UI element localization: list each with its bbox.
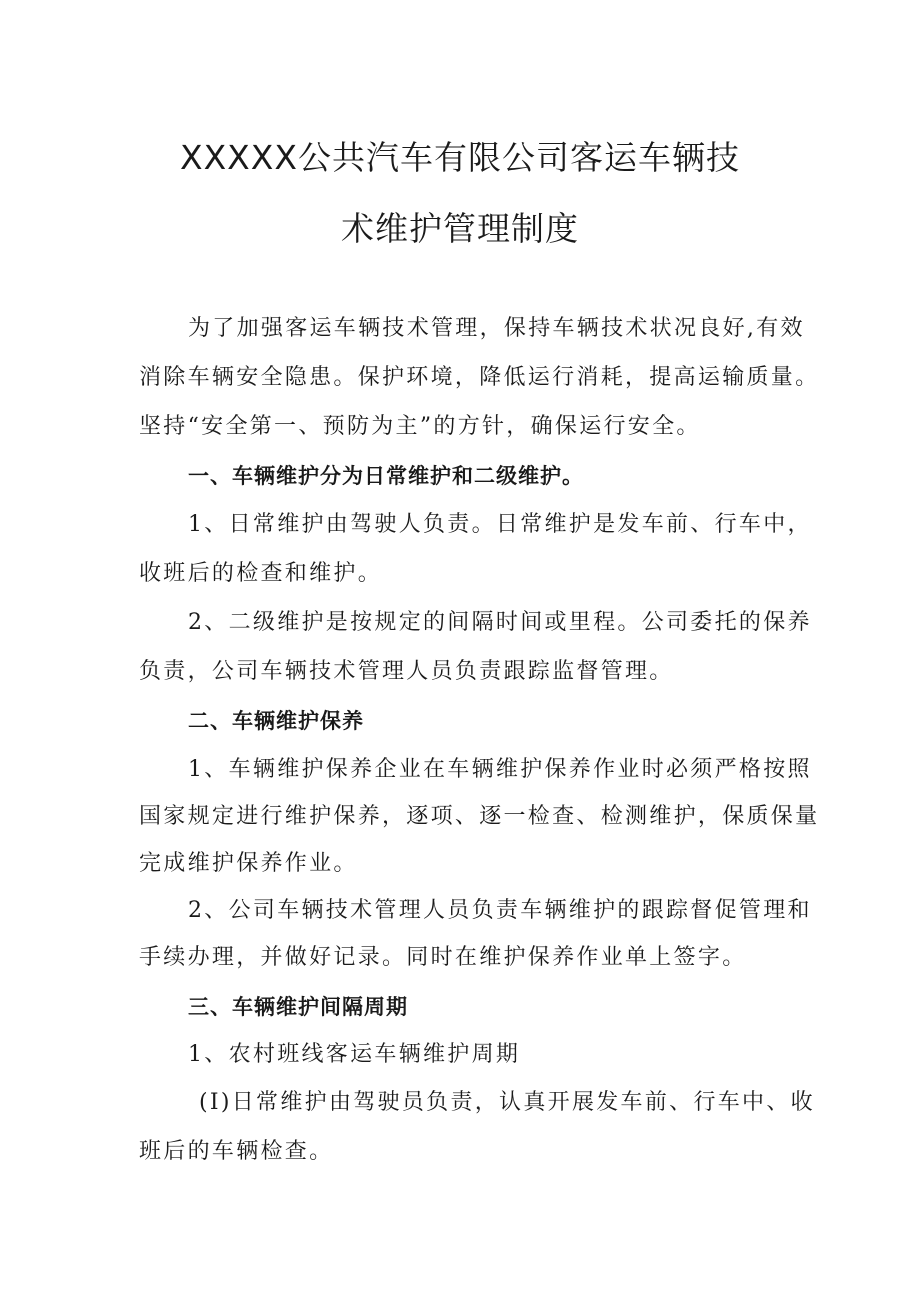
section-2-item-1-line-3: 完成维护保养作业。 bbox=[139, 851, 358, 876]
paragraph-intro-line-3: 坚持“安全第一、预防为主”的方针，确保运行安全。 bbox=[139, 414, 701, 439]
paragraph-intro-line-2: 消除车辆安全隐患。保护环境，降低运行消耗，提高运输质量。 bbox=[139, 365, 820, 390]
section-heading-2: 二、车辆维护保养 bbox=[188, 709, 364, 733]
section-1-item-2-line-1: 2、二级维护是按规定的间隔时间或里程。公司委托的保养 bbox=[188, 610, 812, 635]
section-2-item-2-line-2: 手续办理，并做好记录。同时在维护保养作业单上签字。 bbox=[139, 945, 747, 970]
section-2-item-1-line-1: 1、车辆维护保养企业在车辆维护保养作业时必须严格按照 bbox=[188, 757, 812, 782]
section-3-subitem-1-line-2: 班后的车辆检查。 bbox=[139, 1139, 334, 1164]
document-title-line-1: XXXXX公共汽车有限公司客运车辆技 bbox=[179, 138, 741, 177]
section-1-item-1-line-2: 收班后的检查和维护。 bbox=[139, 561, 383, 586]
paragraph-intro-line-1: 为了加强客运车辆技术管理，保持车辆技术状况良好,有效 bbox=[188, 316, 805, 341]
section-3-subitem-1-line-1: (I)日常维护由驾驶员负责，认真开展发车前、行车中、收 bbox=[199, 1090, 815, 1115]
section-3-item-1: 1、农村班线客运车辆维护周期 bbox=[188, 1042, 521, 1067]
section-heading-3: 三、车辆维护间隔周期 bbox=[188, 995, 408, 1019]
section-2-item-2-line-1: 2、公司车辆技术管理人员负责车辆维护的跟踪督促管理和 bbox=[188, 898, 812, 923]
section-heading-1: 一、车辆维护分为日常维护和二级维护。 bbox=[188, 464, 584, 488]
document-title-line-2: 术维护管理制度 bbox=[341, 209, 579, 248]
section-1-item-2-line-2: 负责，公司车辆技术管理人员负责跟踪监督管理。 bbox=[139, 659, 674, 684]
section-1-item-1-line-1: 1、日常维护由驾驶人负责。日常维护是发车前、行车中， bbox=[188, 512, 812, 537]
section-2-item-1-line-2: 国家规定进行维护保养，逐项、逐一检查、检测维护，保质保量 bbox=[139, 804, 820, 829]
